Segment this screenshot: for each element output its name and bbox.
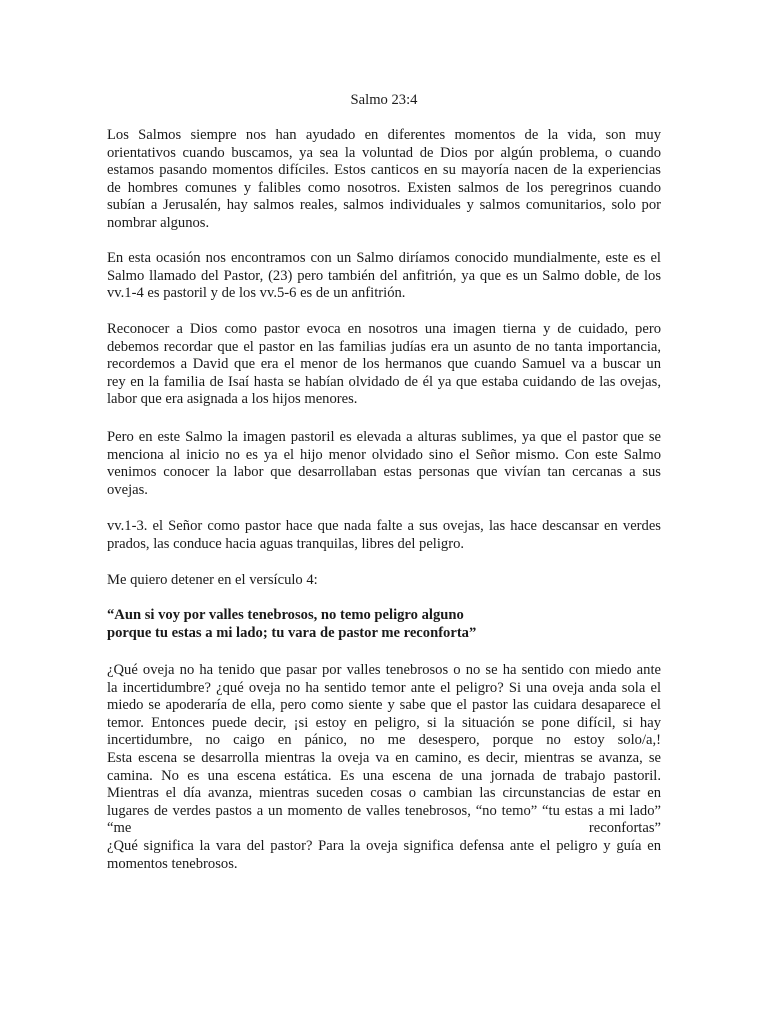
paragraph-4 bbox=[107, 429, 661, 499]
text-line: Me quiero detener en el versículo 4: bbox=[107, 572, 318, 588]
paragraph-6 bbox=[107, 572, 661, 590]
text-line: En esta ocasión nos encontramos con un Salmo diríamos conocido mundialmente, este es el bbox=[107, 250, 661, 266]
text-line: “Aun si voy por valles tenebrosos, no temo peligro alguno bbox=[107, 607, 464, 623]
text-line: camina. No es una escena estática. Es una escena de una jornada de trabajo pastoril. bbox=[107, 767, 661, 784]
text-line: la incertidumbre? ¿qué oveja no ha sentido temor ante el peligro? Si una oveja anda sola el bbox=[107, 679, 661, 696]
text-line: lugares de verdes pastos a un momento de valles tenebrosos, “no temo” “tu estas a mi lado” bbox=[107, 802, 661, 819]
document-title: Salmo 23:4 bbox=[350, 92, 418, 108]
paragraph-8 bbox=[107, 662, 661, 873]
text-line: ovejas. bbox=[107, 481, 148, 498]
paragraph-2 bbox=[107, 250, 661, 303]
text-line: incertidumbre, no caigo en pánico, no me desespero, porque no estoy solo/a,! bbox=[107, 732, 661, 749]
text-line: momentos tenebrosos. bbox=[107, 855, 238, 872]
text-line: ¿Qué significa la vara del pastor? Para la oveja significa defensa ante el peligro y guía en bbox=[107, 837, 661, 854]
text-line: estamos pasando momentos difíciles. Estos canticos en su mayoría nacen de la experiencias bbox=[107, 162, 661, 179]
text-line: temor. Entonces puede decir, ¡si estoy en peligro, si la situación se pone difícil, si hay bbox=[107, 714, 661, 731]
paragraph-1 bbox=[107, 127, 661, 233]
text-line: labor que era asignada a los hijos menores. bbox=[107, 391, 358, 408]
text-line: Mientras el día avanza, mientras suceden cosas o cambian las circunstancias de estar en bbox=[107, 785, 661, 802]
text-line: Esta escena se desarrolla mientras la oveja va en camino, es decir, mientras se avanza, se bbox=[107, 749, 661, 766]
text-line: ¿Qué oveja no ha tenido que pasar por valles tenebrosos o no se ha sentido con miedo ante bbox=[107, 662, 661, 678]
paragraph-5 bbox=[107, 518, 661, 553]
text-line: “me reconfortas” bbox=[107, 820, 661, 837]
text-line: de hombres comunes y falibles como nosotros. Existen salmos de los peregrinos cuando bbox=[107, 179, 661, 196]
text-line: prados, las conduce hacia aguas tranquilas, libres del peligro. bbox=[107, 535, 465, 552]
text-line: menciona al inicio no es ya el hijo menor olvidado sino el Señor mismo. Con este Salmo bbox=[107, 446, 661, 463]
text-line: miedo se apoderaría de ella, pero como siente y sabe que el pastor las cuidara desaparece el bbox=[107, 697, 661, 714]
text-line: Pero en este Salmo la imagen pastoril es elevada a alturas sublimes, ya que el pastor que se bbox=[107, 429, 661, 445]
text-line: venimos conocer la labor que desarrollaban estas personas que vivían tan cercanas a sus bbox=[107, 464, 661, 481]
text-line: Los Salmos siempre nos han ayudado en diferentes momentos de la vida, son muy bbox=[107, 127, 661, 143]
text-line: vv.1-3. el Señor como pastor hace que nada falte a sus ovejas, las hace descansar en verdes bbox=[107, 518, 661, 534]
text-line: debemos recordar que el pastor en las familias judías era un asunto de no tanta importancia, bbox=[107, 338, 661, 355]
text-line: vv.1-4 es pastoril y de los vv.5-6 es de un anfitrión. bbox=[107, 285, 406, 302]
text-line: Reconocer a Dios como pastor evoca en nosotros una imagen tierna y de cuidado, pero bbox=[107, 321, 661, 337]
text-line: nombrar algunos. bbox=[107, 214, 210, 231]
text-line: subían a Jerusalén, hay salmos reales, salmos individuales y salmos comunitarios, solo por bbox=[107, 197, 661, 214]
text-line: orientativos cuando buscamos, ya sea la voluntad de Dios por algún problema, o cuando bbox=[107, 144, 661, 161]
text-line: porque tu estas a mi lado; tu vara de pastor me reconforta” bbox=[107, 624, 477, 641]
paragraph-3 bbox=[107, 321, 661, 409]
text-line: rey en la familia de Isaí hasta se habían olvidado de él ya que estaba cuidando de las ovejas, bbox=[107, 373, 661, 390]
text-line: recordemos a David que era el menor de los hermanos que cuando Samuel va a buscar un bbox=[107, 356, 661, 373]
paragraph-7 bbox=[107, 607, 661, 642]
text-line: Salmo llamado del Pastor, (23) pero también del anfitrión, ya que es un Salmo doble, de los bbox=[107, 267, 661, 284]
